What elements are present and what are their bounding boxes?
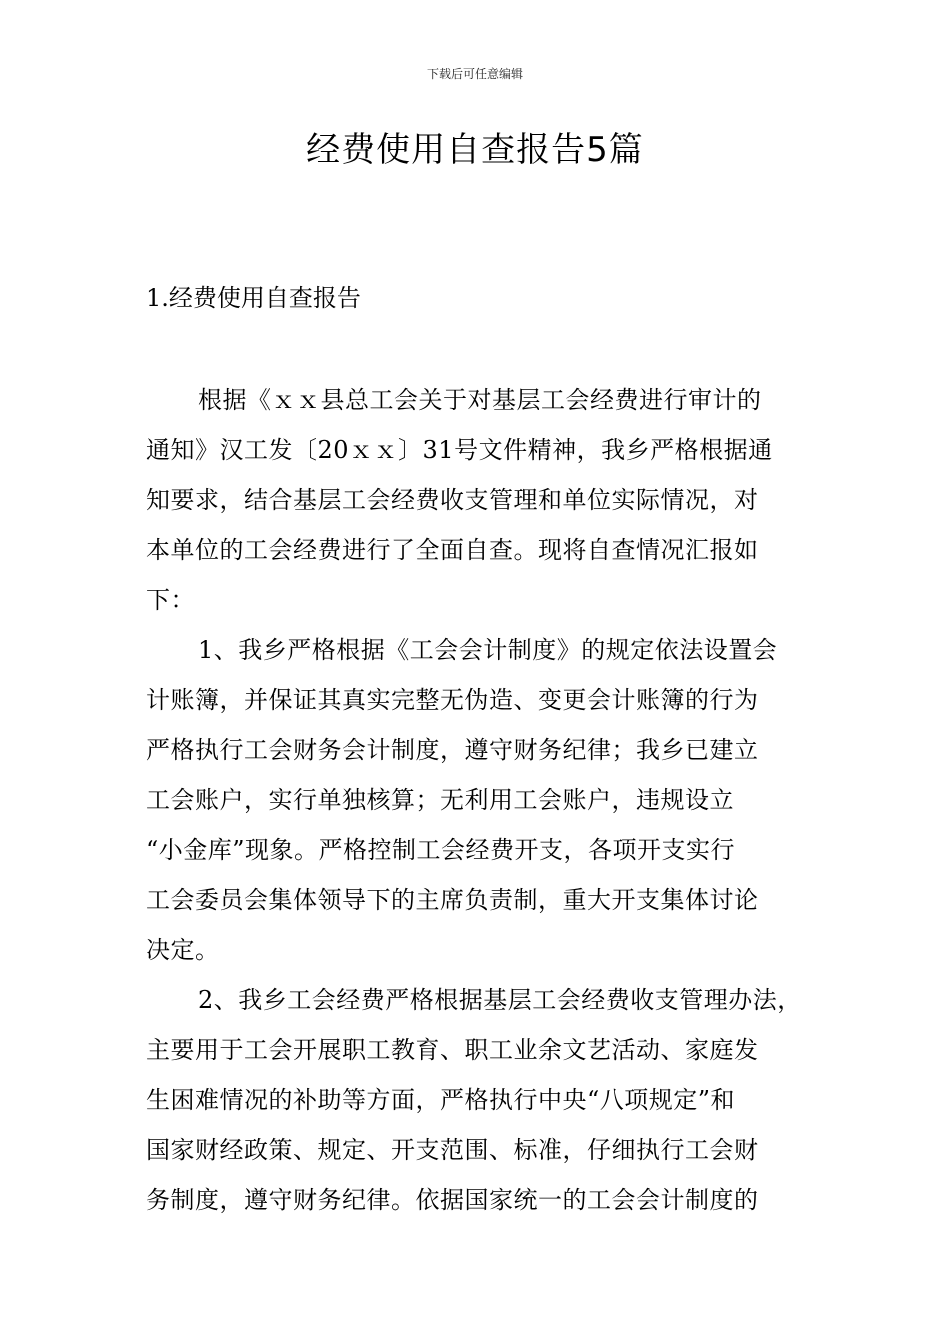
text-line: 工会委员会集体领导下的主席负责制，重大开支集体讨论 — [146, 886, 759, 914]
text-line: 通知》汉工发〔20ｘｘ〕31号文件精神，我乡严格根据通 — [146, 436, 773, 464]
document-title: 经费使用自查报告5篇 — [306, 130, 644, 170]
text-line: 务制度，遵守财务纪律。依据国家统一的工会会计制度的 — [146, 1186, 759, 1214]
body-text — [146, 375, 826, 1225]
section-heading: 1.经费使用自查报告 — [146, 284, 361, 312]
header-note: 下载后可任意编辑 — [426, 67, 523, 81]
text-line: 主要用于工会开展职工教育、职工业余文艺活动、家庭发 — [146, 1036, 759, 1064]
text-line: 根据《ｘｘ县总工会关于对基层工会经费进行审计的 — [198, 386, 762, 414]
text-line: “小金库”现象。严格控制工会经费开支，各项开支实行 — [146, 836, 736, 864]
text-line: 知要求，结合基层工会经费收支管理和单位实际情况，对 — [146, 486, 759, 514]
text-line: 本单位的工会经费进行了全面自查。现将自查情况汇报如 — [146, 536, 759, 564]
text-line: 工会账户，实行单独核算；无利用工会账户，违规设立 — [146, 786, 734, 814]
text-line: 1、我乡严格根据《工会会计制度》的规定依法设置会 — [198, 636, 778, 664]
text-line: 决定。 — [146, 936, 220, 964]
text-line: 计账簿，并保证其真实完整无伪造、变更会计账簿的行为 — [146, 686, 759, 714]
text-line: 严格执行工会财务会计制度，遵守财务纪律；我乡已建立 — [146, 736, 759, 764]
text-line: 下： — [146, 586, 195, 614]
text-line: 2、我乡工会经费严格根据基层工会经费收支管理办法， — [198, 986, 802, 1014]
text-line: 生困难情况的补助等方面，严格执行中央“八项规定”和 — [146, 1086, 736, 1114]
text-line: 国家财经政策、规定、开支范围、标准，仔细执行工会财 — [146, 1136, 759, 1164]
